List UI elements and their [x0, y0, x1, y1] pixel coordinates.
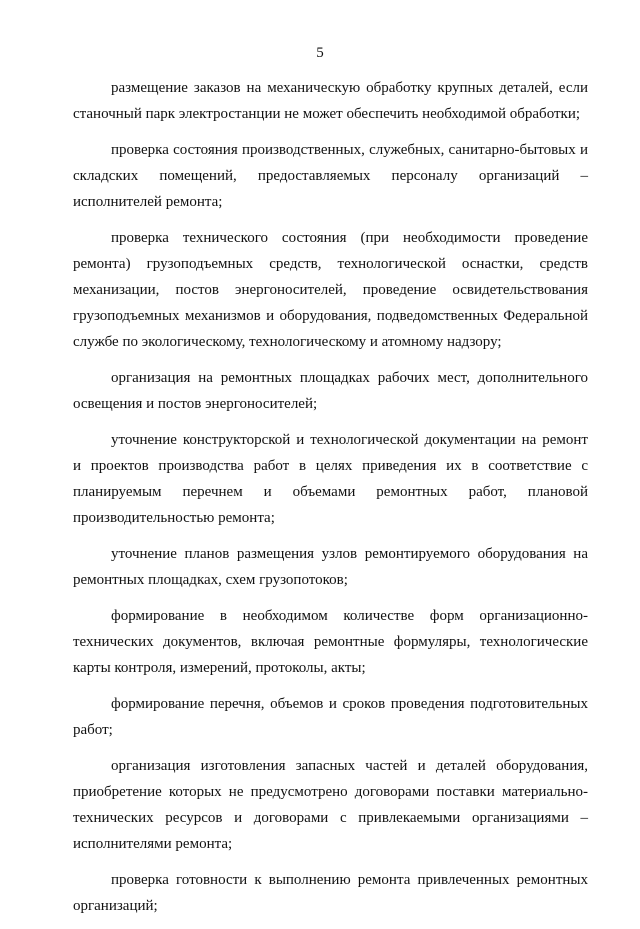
paragraph: [73, 225, 588, 355]
text-line: размещение заказов на механическую обработку крупных деталей, если: [111, 80, 588, 96]
text-line: карты контроля, измерений, протоколы, акты;: [73, 660, 366, 676]
text-line: технических документов, включая ремонтные формуляры, технологические: [73, 634, 588, 650]
text-line: формирование перечня, объемов и сроков проведения подготовительных: [111, 696, 588, 712]
text-line: освещения и постов энергоносителей;: [73, 396, 318, 412]
paragraph: [73, 691, 588, 743]
paragraph: [73, 427, 588, 531]
text-line: проверка готовности к выполнению ремонта привлеченных ремонтных: [111, 872, 588, 888]
paragraph: [73, 75, 588, 127]
paragraph: [73, 753, 588, 857]
text-line: ремонтных площадках, схем грузопотоков;: [73, 572, 348, 588]
text-line: производительностью ремонта;: [73, 510, 275, 526]
text-line: организация на ремонтных площадках рабочих мест, дополнительного: [111, 370, 588, 386]
paragraph: [73, 541, 588, 593]
text-line: организаций;: [73, 898, 158, 914]
text-line: приобретение которых не предусмотрено договорами поставки материально-: [73, 784, 588, 800]
paragraph: [73, 137, 588, 215]
text-line: проверка технического состояния (при необходимости проведение: [111, 230, 588, 246]
paragraph: [73, 603, 588, 681]
text-line: службе по экологическому, технологическому и атомному надзору;: [73, 334, 502, 350]
text-line: ремонта) грузоподъемных средств, технологической оснастки, средств: [73, 256, 588, 272]
text-line: станочный парк электростанции не может обеспечить необходимой обработки;: [73, 106, 581, 122]
text-line: складских помещений, предоставляемых персоналу организаций –: [73, 168, 588, 184]
text-line: уточнение планов размещения узлов ремонтируемого оборудования на: [111, 546, 588, 562]
text-line: работ;: [73, 722, 113, 738]
document-body: [73, 75, 588, 929]
text-line: организация изготовления запасных частей и деталей оборудования,: [111, 758, 588, 774]
text-line: планируемым перечнем и объемами ремонтных работ, плановой: [73, 484, 588, 500]
paragraph: [73, 867, 588, 919]
text-line: механизации, постов энергоносителей, проведение освидетельствования: [73, 282, 588, 298]
text-line: проверка состояния производственных, служебных, санитарно-бытовых и: [111, 142, 588, 158]
text-line: технических ресурсов и договорами с привлекаемыми организациями –: [73, 810, 588, 826]
paragraph: [73, 365, 588, 417]
text-line: исполнителями ремонта;: [73, 836, 233, 852]
page-number: 5: [316, 45, 324, 61]
text-line: исполнителей ремонта;: [73, 194, 223, 210]
text-line: и проектов производства работ в целях приведения их в соответствие с: [73, 458, 588, 474]
text-line: грузоподъемных механизмов и оборудования, подведомственных Федеральной: [73, 308, 588, 324]
text-line: формирование в необходимом количестве форм организационно-: [111, 608, 588, 624]
text-line: уточнение конструкторской и технологической документации на ремонт: [111, 432, 588, 448]
